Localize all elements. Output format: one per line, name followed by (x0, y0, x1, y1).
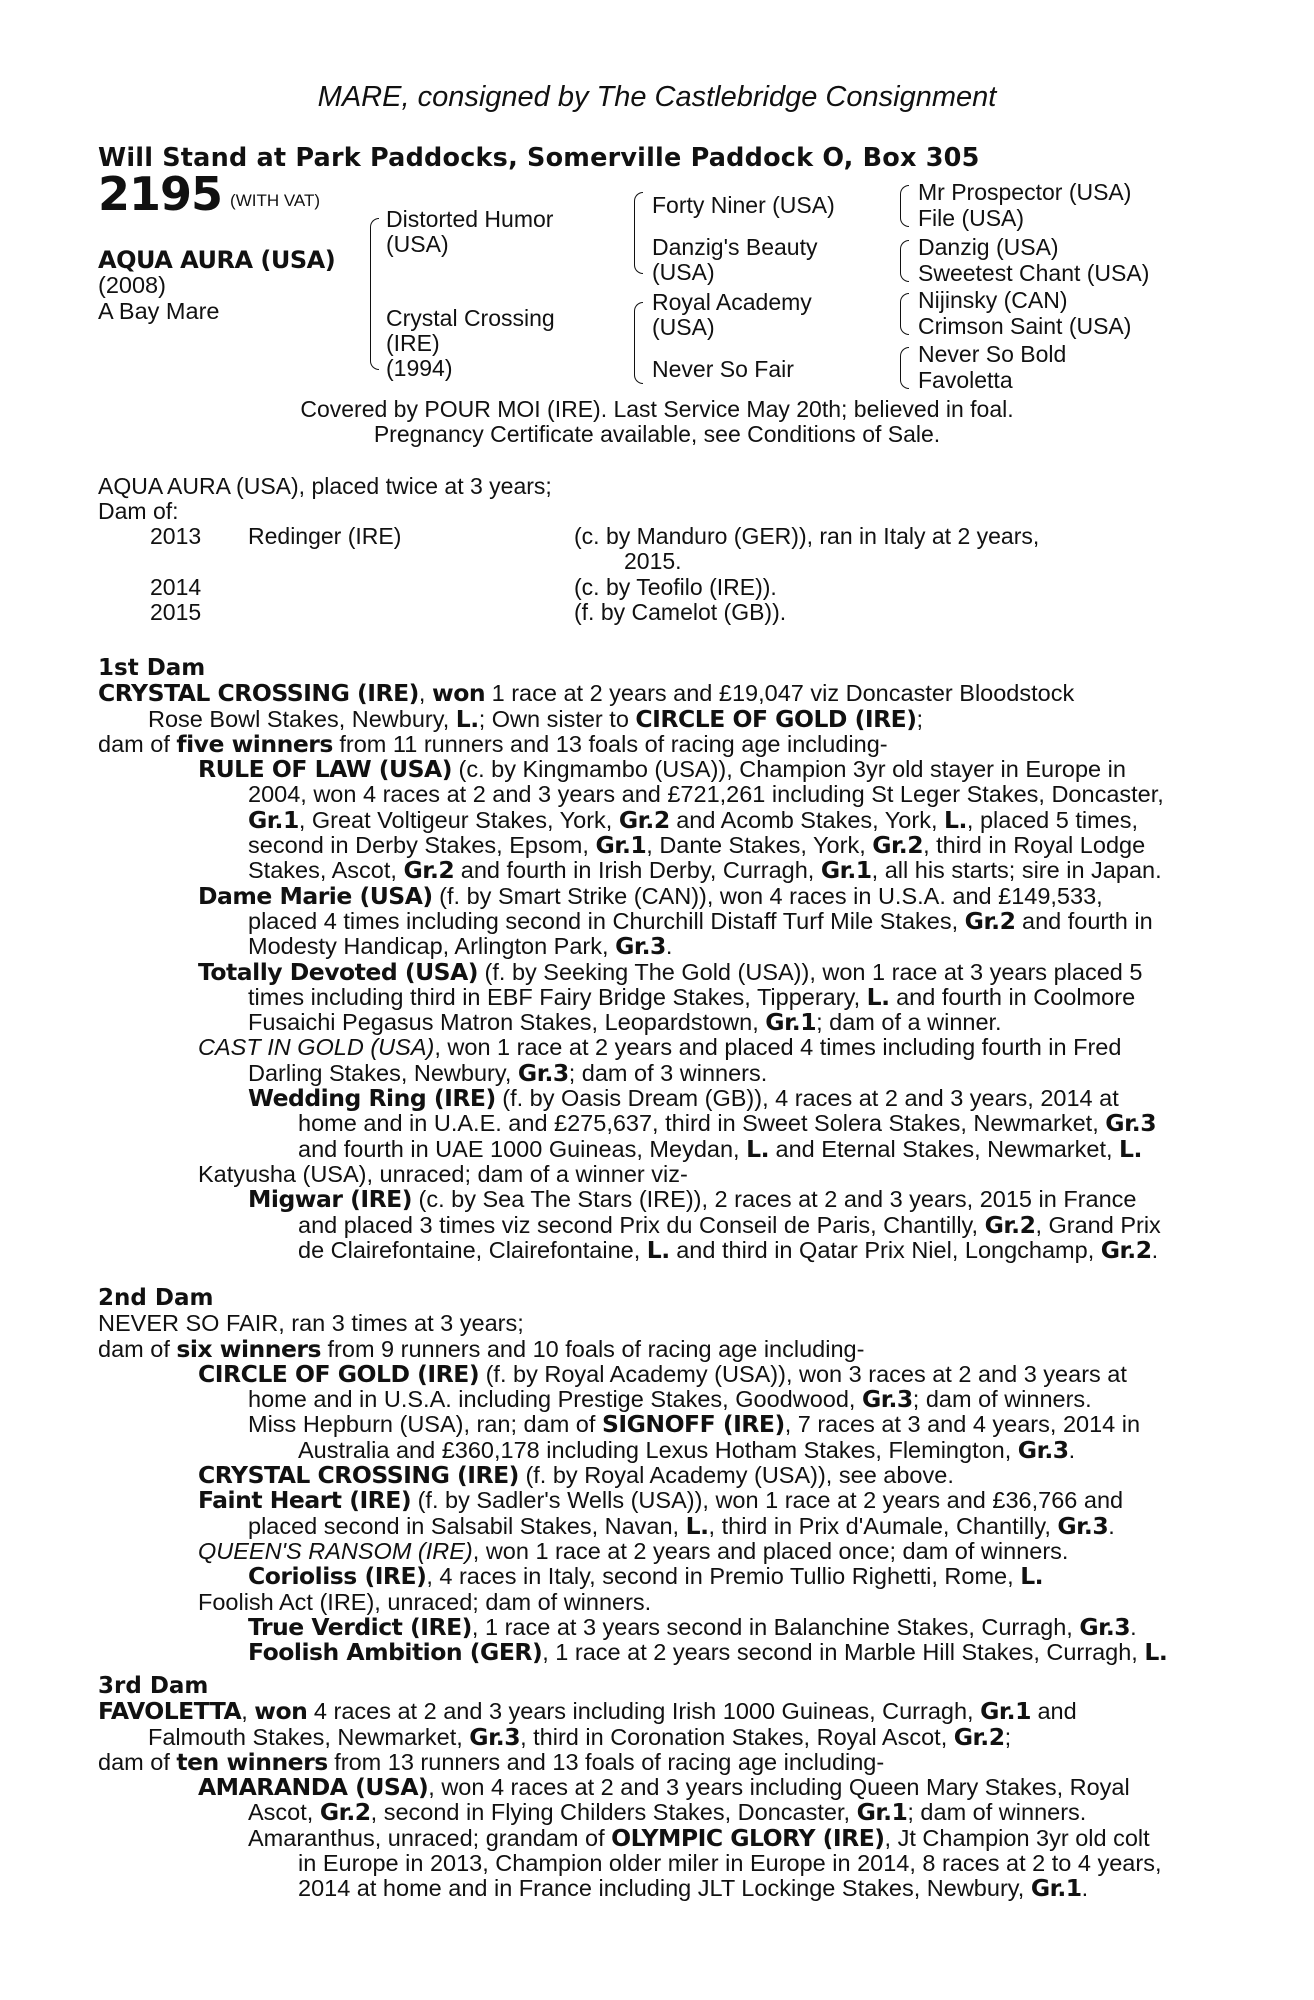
catalogue-line: dam of ten winners from 13 runners and 13 foals of racing age including- (98, 1747, 885, 1776)
catalogue-line: Ascot, Gr.2, second in Flying Childers Stakes, Doncaster, Gr.1; dam of winners. (248, 1798, 1087, 1827)
pedigree-g3: Danzig (USA) (918, 234, 1059, 260)
catalogue-line: RULE OF LAW (USA) (c. by Kingmambo (USA)), Champion 3yr old stayer in Europe in (198, 755, 1126, 784)
produce-info: 2015. (624, 548, 682, 574)
catalogue-line: dam of five winners from 11 runners and 13 foals of racing age including- (98, 729, 888, 758)
third-dam-section (98, 1670, 1208, 1902)
catalogue-line: Migwar (IRE) (c. by Sea The Stars (IRE)), 2 races at 2 and 3 years, 2015 in France (248, 1185, 1137, 1214)
pedigree-dam-sire: Royal Academy (USA) (652, 289, 812, 340)
catalogue-line: home and in U.S.A. including Prestige Stakes, Goodwood, Gr.3; dam of winners. (248, 1385, 1092, 1414)
pedigree-brace (370, 218, 379, 370)
produce-info: (c. by Teofilo (IRE)). (574, 574, 777, 600)
section-heading: 1st Dam (98, 655, 206, 681)
stand-location: Will Stand at Park Paddocks, Somerville Paddock O, Box 305 (98, 143, 980, 173)
catalogue-line: in Europe in 2013, Champion older miler in Europe in 2014, 8 races at 2 to 4 years, (298, 1850, 1162, 1877)
pedigree-brace (634, 192, 643, 274)
pedigree-brace (900, 293, 909, 335)
dam-of-label: Dam of: (98, 498, 179, 524)
catalogue-line: Wedding Ring (IRE) (f. by Oasis Dream (GB)), 4 races at 2 and 3 years, 2014 at (248, 1084, 1119, 1113)
second-dam-section (98, 1282, 1208, 1665)
catalogue-line: Dame Marie (USA) (f. by Smart Strike (CAN)), won 4 races in U.S.A. and £149,533, (198, 881, 1103, 910)
section-heading: 2nd Dam (98, 1285, 214, 1311)
covered-note: Covered by POUR MOI (IRE). Last Service May 20th; believed in foal. (300, 396, 1014, 422)
horse-name: AQUA AURA (USA) (98, 246, 336, 274)
catalogue-line: Miss Hepburn (USA), ran; dam of SIGNOFF (IRE), 7 races at 3 and 4 years, 2014 in (248, 1410, 1141, 1439)
catalogue-line: Corioliss (IRE), 4 races in Italy, second in Premio Tullio Righetti, Rome, L. (248, 1562, 1044, 1591)
dam-name: CRYSTAL CROSSING (IRE) (98, 679, 419, 708)
pedigree-dam: Crystal Crossing (IRE) (1994) (386, 305, 555, 381)
catalogue-line: home and in U.A.E. and £275,637, third in Sweet Solera Stakes, Newmarket, Gr.3 (298, 1109, 1157, 1138)
produce-year: 2014 (150, 574, 202, 600)
pedigree-g7: Never So Bold (918, 341, 1067, 367)
produce-info: (c. by Manduro (GER)), ran in Italy at 2 years, (574, 523, 1040, 549)
lot-number: 2195 (98, 167, 223, 221)
catalogue-line: and fourth in UAE 1000 Guineas, Meydan, L. and Eternal Stakes, Newmarket, L. (298, 1134, 1142, 1163)
catalogue-line: FAVOLETTA, won 4 races at 2 and 3 years including Irish 1000 Guineas, Curragh, Gr.1 and (98, 1697, 1077, 1726)
pedigree-g6: Crimson Saint (USA) (918, 313, 1132, 339)
catalogue-line: Darling Stakes, Newbury, Gr.3; dam of 3 winners. (248, 1058, 768, 1087)
page-title: MARE, consigned by The Castlebridge Consignment (317, 81, 997, 113)
pedigree-dam-dam: Never So Fair (652, 356, 794, 382)
pedigree-brace (900, 185, 909, 227)
pedigree-brace (900, 240, 909, 282)
catalogue-line: CRYSTAL CROSSING (IRE) (f. by Royal Academy (USA)), see above. (198, 1461, 954, 1490)
catalogue-line: placed 4 times including second in Churchill Distaff Turf Mile Stakes, Gr.2 and fourth in (248, 906, 1153, 935)
pedigree-sire-dam: Danzig's Beauty (USA) (652, 234, 818, 285)
catalogue-line: de Clairefontaine, Clairefontaine, L. and third in Qatar Prix Niel, Longchamp, Gr.2. (298, 1235, 1159, 1264)
pedigree-g2: File (USA) (918, 205, 1025, 231)
catalogue-line: CRYSTAL CROSSING (IRE), won 1 race at 2 years and £19,047 viz Doncaster Bloodstock (98, 679, 1075, 708)
catalogue-line: second in Derby Stakes, Epsom, Gr.1, Dante Stakes, York, Gr.2, third in Royal Lodge (248, 831, 1146, 860)
catalogue-line: 2004, won 4 races at 2 and 3 years and £721,261 including St Leger Stakes, Doncaster, (248, 781, 1164, 808)
catalogue-line: times including third in EBF Fairy Bridge Stakes, Tipperary, L. and fourth in Coolmore (248, 982, 1136, 1011)
pedigree-brace (900, 347, 909, 389)
section-heading: 3rd Dam (98, 1673, 209, 1699)
pedigree-g8: Favoletta (918, 367, 1013, 393)
catalogue-line: AMARANDA (USA), won 4 races at 2 and 3 years including Queen Mary Stakes, Royal (198, 1773, 1130, 1802)
pedigree-g4: Sweetest Chant (USA) (918, 260, 1150, 286)
catalogue-line: CIRCLE OF GOLD (IRE) (f. by Royal Academy (USA)), won 3 races at 2 and 3 years at (198, 1359, 1127, 1388)
catalogue-line: CAST IN GOLD (USA), won 1 race at 2 years and placed 4 times including fourth in Fred (198, 1034, 1122, 1061)
pedigree-sire: Distorted Humor (USA) (386, 206, 554, 257)
catalogue-line: Falmouth Stakes, Newmarket, Gr.3, third in Coronation Stakes, Royal Ascot, Gr.2; (148, 1722, 1012, 1751)
pregnancy-note: Pregnancy Certificate available, see Conditions of Sale. (373, 421, 941, 447)
catalogue-line: Modesty Handicap, Arlington Park, Gr.3. (248, 932, 673, 961)
pedigree-sire-sire: Forty Niner (USA) (652, 192, 835, 218)
produce-info: (f. by Camelot (GB)). (574, 599, 787, 625)
produce-name: Redinger (IRE) (248, 523, 402, 549)
catalogue-line: Totally Devoted (USA) (f. by Seeking The Gold (USA)), won 1 race at 3 years placed 5 (198, 957, 1143, 986)
produce-year: 2015 (150, 599, 202, 625)
catalogue-line: Katyusha (USA), unraced; dam of a winner viz- (198, 1160, 688, 1187)
foaling-year: (2008) (98, 272, 166, 299)
first-dam-section (98, 652, 1208, 1263)
catalogue-line: Fusaichi Pegasus Matron Stakes, Leopardstown, Gr.1; dam of a winner. (248, 1008, 1002, 1037)
catalogue-line: and placed 3 times viz second Prix du Conseil de Paris, Chantilly, Gr.2, Grand Prix (298, 1210, 1161, 1239)
catalogue-line: Gr.1, Great Voltigeur Stakes, York, Gr.2 and Acomb Stakes, York, L., placed 5 times, (248, 805, 1139, 834)
pedigree-brace (634, 302, 643, 384)
lot-info (98, 167, 336, 324)
horse-description: A Bay Mare (98, 297, 220, 324)
catalogue-line: QUEEN'S RANSOM (IRE), won 1 race at 2 years and placed once; dam of winners. (198, 1537, 1069, 1564)
catalogue-line: Foolish Ambition (GER), 1 race at 2 years second in Marble Hill Stakes, Curragh, L. (248, 1638, 1168, 1667)
catalogue-line: Faint Heart (IRE) (f. by Sadler's Wells (USA)), won 1 race at 2 years and £36,766 and (198, 1486, 1124, 1515)
catalogue-line: placed second in Salsabil Stakes, Navan, L., third in Prix d'Aumale, Chantilly, Gr.3. (248, 1511, 1115, 1540)
pedigree-g5: Nijinsky (CAN) (918, 287, 1068, 313)
catalogue-line: 2014 at home and in France including JLT Lockinge Stakes, Newbury, Gr.1. (298, 1874, 1089, 1903)
produce-intro: AQUA AURA (USA), placed twice at 3 years; (98, 473, 552, 499)
produce-year: 2013 (150, 523, 202, 549)
catalogue-line: Rose Bowl Stakes, Newbury, L.; Own sister to CIRCLE OF GOLD (IRE); (148, 704, 924, 733)
catalogue-line: Amaranthus, unraced; grandam of OLYMPIC GLORY (IRE), Jt Champion 3yr old colt (248, 1823, 1150, 1852)
catalogue-line: Australia and £360,178 including Lexus Hotham Stakes, Flemington, Gr.3. (298, 1435, 1076, 1464)
vat-note: (WITH VAT) (230, 191, 321, 210)
catalogue-line: True Verdict (IRE), 1 race at 3 years second in Balanchine Stakes, Curragh, Gr.3. (248, 1612, 1137, 1641)
catalogue-line: NEVER SO FAIR, ran 3 times at 3 years; (98, 1310, 524, 1337)
pedigree-g1: Mr Prospector (USA) (918, 179, 1132, 205)
catalogue-line: Stakes, Ascot, Gr.2 and fourth in Irish Derby, Curragh, Gr.1, all his starts; sire in Japan. (248, 856, 1162, 885)
catalogue-line: Foolish Act (IRE), unraced; dam of winners. (198, 1588, 652, 1615)
catalogue-line: dam of six winners from 9 runners and 10 foals of racing age including- (98, 1334, 865, 1363)
